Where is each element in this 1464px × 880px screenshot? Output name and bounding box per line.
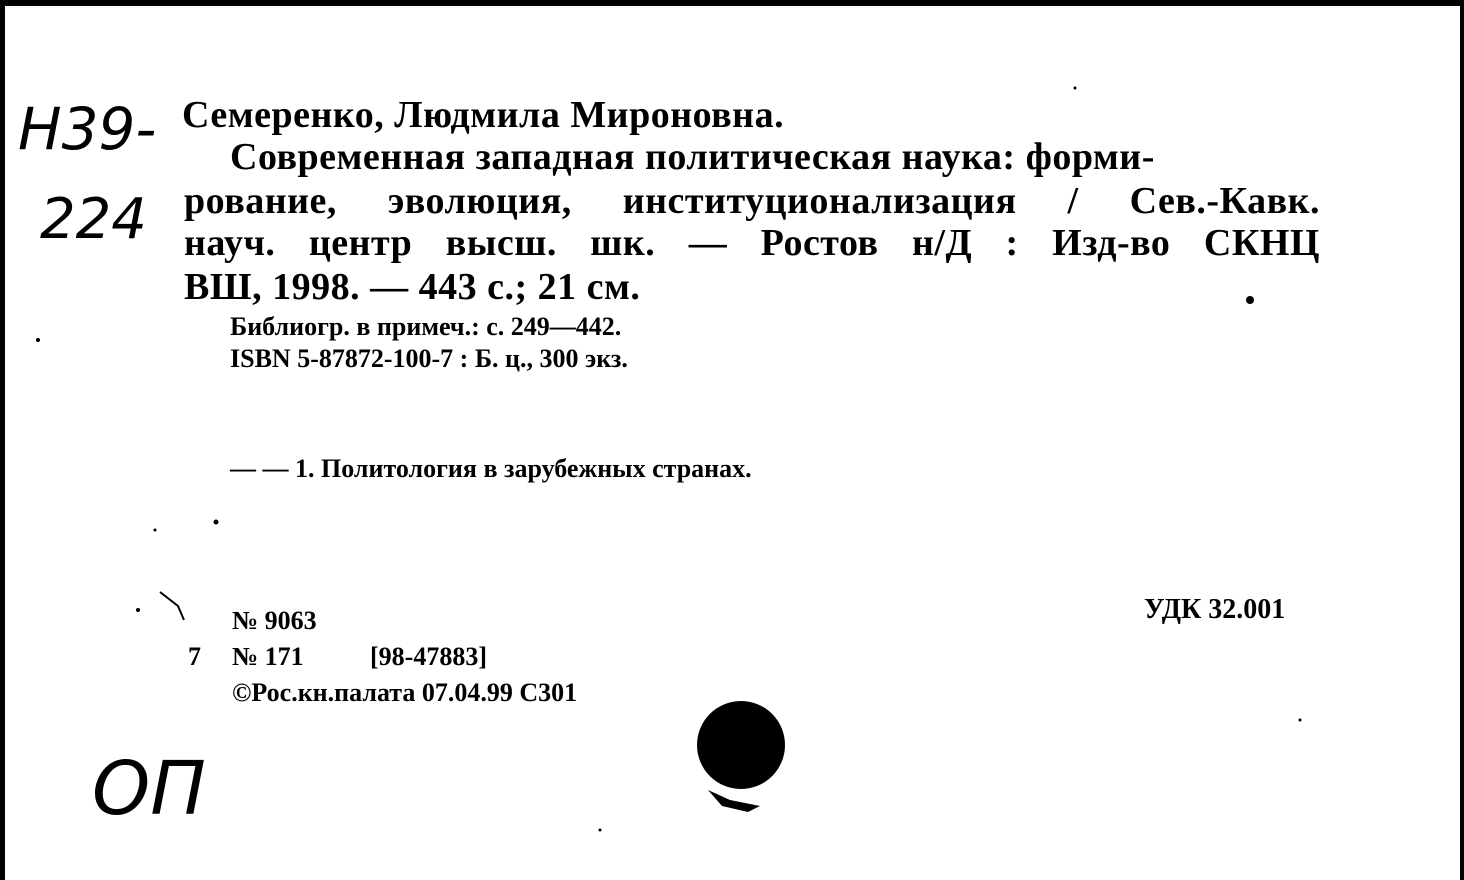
- speck: [154, 529, 157, 532]
- speck: [1299, 719, 1302, 722]
- handwritten-op-mark: ОП: [92, 746, 206, 832]
- subject-heading: — — 1. Политология в зарубежных странах.: [230, 454, 752, 483]
- title-line-4: ВШ, 1998. — 443 с.; 21 см.: [184, 266, 641, 308]
- speck: [214, 520, 219, 525]
- speck: [136, 608, 140, 612]
- bibliography-note: Библиогр. в примеч.: с. 249—442.: [230, 312, 622, 341]
- number-171: № 171: [232, 642, 304, 671]
- punch-hole-tear: [708, 790, 760, 812]
- registry-number: [98-47883]: [370, 642, 487, 671]
- isbn-note: ISBN 5-87872-100-7 : Б. ц., 300 экз.: [230, 344, 628, 373]
- udc-classification: УДК 32.001: [1144, 594, 1286, 625]
- book-chamber-stamp: ©Рос.кн.палата 07.04.99 С301: [232, 678, 578, 707]
- author-heading: Семеренко, Людмила Мироновна.: [182, 94, 785, 136]
- speck: [599, 829, 602, 832]
- title-line-1: Современная западная политическая наука: форми-: [230, 136, 1155, 178]
- speck: [160, 592, 184, 620]
- speck: [36, 338, 40, 342]
- author-mark: 224: [40, 187, 147, 252]
- copies-prefix: 7: [188, 642, 201, 671]
- shelf-mark: Н39-: [18, 95, 157, 163]
- title-line-2: рование, эволюция, институционализация / Сев.-Кавк.: [184, 180, 1320, 222]
- punch-hole: [697, 701, 785, 789]
- number-9063: № 9063: [232, 606, 317, 635]
- speck: [1074, 87, 1077, 90]
- speck: [1246, 296, 1254, 304]
- title-line-3: науч. центр высш. шк. — Ростов н/Д : Изд-во СКНЦ: [184, 222, 1320, 264]
